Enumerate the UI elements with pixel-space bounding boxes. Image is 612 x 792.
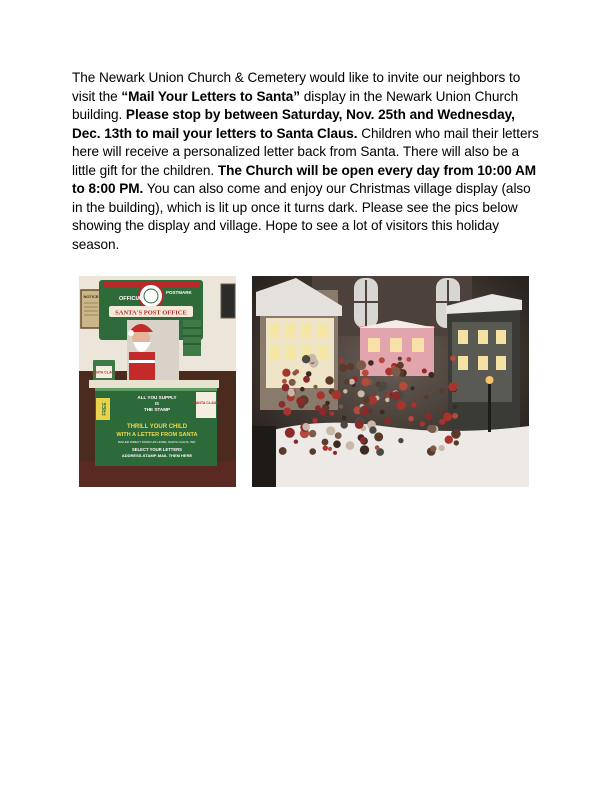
figurine [375, 445, 380, 450]
figurine [430, 445, 436, 451]
figurine [408, 416, 414, 422]
figurine [411, 402, 416, 407]
figurine [450, 355, 456, 361]
text-dates: Please stop by between Saturday, Nov. 25th and Wednesday, Dec. 13th to mail your letters to Santa Claus. [72, 107, 515, 141]
figurine [335, 432, 342, 439]
figurine [452, 413, 458, 419]
thrill-line-2: WITH A LETTER FROM SANTA [116, 432, 198, 438]
figurine [323, 445, 328, 450]
select-line-1: SELECT YOUR LETTERS [132, 447, 182, 452]
figurine [282, 379, 287, 384]
figurine [328, 447, 332, 451]
figurine [439, 388, 444, 393]
figurine [399, 382, 408, 391]
notice-label: NOTICE [83, 294, 99, 299]
figurine [300, 387, 305, 392]
figurine [454, 440, 459, 445]
figurine [347, 363, 354, 370]
figurine [339, 364, 347, 372]
figurine [302, 355, 310, 363]
figurine [302, 423, 310, 431]
figurine [379, 357, 385, 363]
figurine [325, 401, 330, 406]
figurine [325, 376, 333, 384]
text-hours: The Church will be open every day from 10:00 AM to 8:00 PM. [72, 162, 537, 196]
sign-postmark: POSTMARK [166, 290, 192, 295]
thrill-line-1: THRILL YOUR CHILD [126, 424, 188, 430]
figurine [282, 369, 290, 377]
figurine [362, 370, 369, 377]
free-tag: FREE [102, 402, 108, 416]
figurine [313, 385, 317, 389]
figurine [285, 428, 295, 438]
figurine [428, 425, 436, 433]
figurine [344, 379, 349, 384]
figurine [425, 413, 432, 420]
figurine [312, 418, 317, 423]
figurine [306, 371, 312, 377]
figurine [333, 451, 337, 455]
figurine [333, 440, 341, 448]
santa-post-office-photo [79, 276, 236, 487]
figurine [435, 394, 441, 400]
figurine [453, 405, 457, 409]
figurine [283, 408, 291, 416]
figurine [384, 417, 391, 424]
figurine [319, 408, 327, 416]
text-children: Children who mail their letters here will receive a personalized letter back from Santa. There will also be a little gift for the children. [72, 125, 539, 178]
figurine [448, 382, 457, 391]
figurine [451, 429, 461, 439]
figurine [326, 426, 335, 435]
figurine [424, 395, 429, 400]
figurine [392, 391, 401, 400]
figurine [428, 372, 434, 378]
figurine [358, 390, 365, 397]
figurine [332, 390, 341, 399]
figurine [342, 416, 347, 421]
figurine [379, 382, 388, 391]
figurine [406, 357, 411, 362]
figurine [309, 448, 316, 455]
figurine [361, 378, 370, 387]
figurine [445, 436, 453, 444]
figurine [391, 367, 400, 376]
figurine [339, 404, 343, 408]
figurine [363, 397, 369, 403]
figurine [360, 408, 364, 412]
figurine [294, 440, 298, 444]
figurine [410, 386, 414, 390]
figurine [341, 421, 348, 428]
sign-title: SANTA'S POST OFFICE [115, 309, 187, 317]
figurine [439, 445, 445, 451]
figurine [282, 384, 290, 392]
figurine [279, 401, 286, 408]
left-box-label: SANTA CLAUS [91, 370, 117, 375]
select-line-2: ADDRESS-STAMP-MAIL THEM HERE [121, 453, 193, 458]
supply-line-1: ALL YOU SUPPLY [137, 395, 177, 400]
figurine [422, 369, 427, 374]
text-village: You can also come and enjoy our Christmas village display (also in the building), which is lit up once it turns dark. Please see the pics below showing the display and village. Hope to see a lot of visitors this holiday season. [72, 181, 531, 252]
mailed-line: MAILED DIRECT FROM HIS HOME, SANTA CLAUS, IND. [117, 440, 197, 444]
figurine [420, 421, 425, 426]
figurine [380, 410, 385, 415]
figurine [279, 447, 287, 455]
figurine [288, 388, 294, 394]
figurine [349, 379, 355, 385]
supply-line-2: IS [155, 401, 159, 406]
figurine [309, 430, 316, 437]
text-building: display in the Newark Union Church building. [72, 88, 519, 122]
figurine [360, 437, 367, 444]
figurine [339, 358, 343, 362]
text-intro: The Newark Union Church & Cemetery would like to invite our neighbors to visit the [72, 70, 521, 104]
figurine [385, 398, 390, 403]
figurine [439, 419, 445, 425]
sign-official: OFFICIAL [119, 296, 145, 302]
figurine [368, 360, 374, 366]
side-box-label: SANTA CLAUS [193, 401, 219, 405]
figurine [303, 376, 310, 383]
figurine [397, 401, 406, 410]
invitation-paragraph [72, 69, 542, 254]
figurine [398, 357, 402, 361]
figurine [360, 445, 369, 454]
supply-line-3: THE STAMP [143, 407, 171, 412]
figurine [317, 391, 325, 399]
figurine [343, 389, 347, 393]
text-display-name: “Mail Your Letters to Santa” [121, 88, 300, 104]
christmas-village-photo [252, 276, 529, 487]
figurine [356, 360, 366, 370]
figurine [329, 411, 334, 416]
figurine [346, 441, 355, 450]
figurine [292, 371, 297, 376]
figurine [369, 426, 376, 433]
figurine [322, 439, 329, 446]
figurine [441, 410, 446, 415]
figurine [296, 397, 305, 406]
figurine [398, 438, 403, 443]
figurine [374, 432, 383, 441]
figurine [355, 420, 364, 429]
figurine [289, 379, 296, 386]
